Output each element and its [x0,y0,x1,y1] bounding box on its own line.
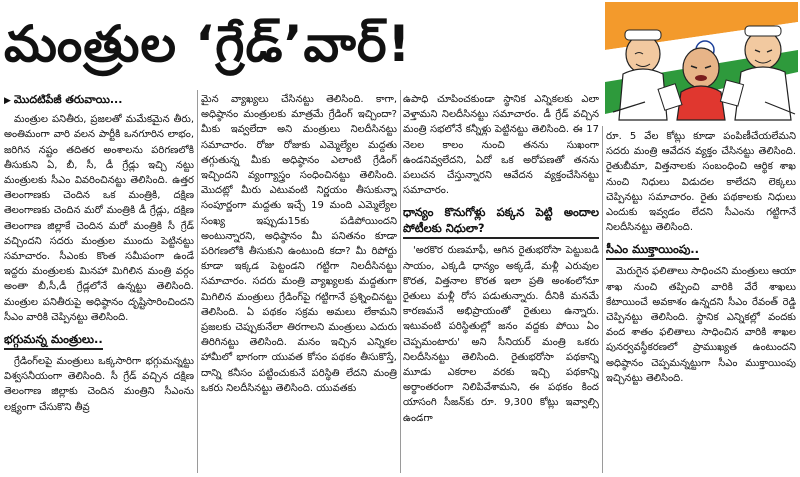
article-column-2 [201,92,397,473]
column-divider [400,90,401,473]
cartoon-illustration [605,2,798,122]
article-column-4 [606,129,796,473]
paragraph: 'అరకొర రుణమాఫీ, ఆగిన రైతుభరోసా పెట్టుబడి సాయం, ఎక్కడి ధాన్యం అక్కడే, మళ్లీ ఎరువుల కొరత, విత్తనాల కొరత ఇలా ప్రతి అంశంలోనూ రైతులు మళ్లీ రోస పడుతున్నారు. దీనికి మనమే కారణమనే అభిప్రాయంతో రైతులు ఉన్నారు. ఇటువంటి పరిస్థితుల్లో జనం వద్దకు పోయి ఏం చెప్పమంటారు' అని సీనియర్ మంత్రి ఒకరు నిలదీసినట్టు తెలిసింది. రైతుభరోసా పథకాన్ని మూడు ఎకరాల వరకు ఇచ్చి పథకాన్ని అర్థాంతరంగా నిలిపివేశామని, ఈ పథకం కింద యాసంగి సీజన్‌కు రూ. 9,300 కోట్లు ఇవ్వాల్సి ఉండగా [403,245,599,424]
paragraph: రూ. 5 వేల కోట్లు కూడా పంపిణీచేయలేమని సదరు మంత్రి ఆవేదన వ్యక్తం చేసినట్టు తెలిసింది. రైతుబీమా, విత్తనాలకు సంబంధించి ఆర్థిక శాఖ నుంచి నిధులు విడుదల కాలేదని లెక్కలు చెప్పినట్టు సమాచారం. రైతు పథకాలకు నిధులు ఎందుకు ఇవ్వడం లేదని సీఎంను గట్టిగానే నిలదీసినట్టు తెలిసింది. [606,131,796,234]
continuation-kicker-text: మొదటిపేజీ తరువాయి... [13,93,123,106]
paragraph: మెరుగైన ఫలితాలు సాధించని మంత్రులు ఆయా శాఖ నుంచి తప్పించి వారికి వేరే శాఖలు కేటాయించే అవకాశం ఉన్నదని సీఎం రేవంత్ రెడ్డి చెప్పినట్టు తెలిసింది. స్థానిక ఎన్నికల్లో వందకు వంద శాతం ఫలితాలు సాధించిన వారికి శాఖల పునర్వవస్థీకరణలో ప్రాముఖ్యత ఉంటుందని అధిష్ఠానం చెప్పమన్నట్టుగా సీఎం ముక్తాయింపు ఇచ్చినట్టు తెలిసింది. [606,266,796,384]
paragraph: మైన వ్యాఖ్యలు చేసినట్టు తెలిసింది. కాగా, అధిష్ఠానం మంత్రులకు మాత్రమే గ్రేడింగ్ ఇచ్చిందా? మీకు ఇవ్వలేదా అని మంత్రులు నిలదీసినట్టు సమాచారం. రోజు రోజుకు ఎమ్మెల్యేల మద్దతు తగ్గుతున్న మీకు అధిష్ఠానం ఎలాంటి గ్రేడింగ్ ఇచ్చిందని వ్యంగ్యాస్త్రం సంధించినట్టు తెలిసింది. మొదట్లో మీరు ఎటువంటి నిర్ణయం తీసుకున్నా సంపూర్ణంగా మద్దతు ఇచ్చే 19 మంది ఎమ్మెల్యేల సంఖ్య ఇప్పుడు15కు పడిపోయిందని అంటున్నారని, అధిష్ఠానం మీ పనితనం కూడా పరిగణలోకి తీసుకుని ఉంటుంది కదా? మీ రిపోర్టు కూడా ఇక్కడ పెట్టండని గట్టిగా నిలదీసినట్టు సమాచారం. సదరు మంత్రి వ్యాఖ్యలకు మద్దతుగా మిగిలిన మంత్రులు గ్రేడింగ్‌పై గట్టిగానే ప్రశ్నించినట్టు తెలిసింది. ఏ పథకం సక్రమ అమలు లేకామని ప్రజలకు చెప్పుకునేలా తిరగాలని మంత్రులు ఎదురు తిరిగినట్టు తెలిసింది. మనం ఇచ్చిన ఎన్నికల హామీలో భాగంగా యువత కోసం పథకం తీసుకొస్తే, దాన్ని కనీసం పట్టించుకునే పరిస్థితి లేదని మంత్రి ఒకరు నిలదీసినట్టు తెలిసింది. యువతకు [201,94,397,394]
paragraph: మంత్రుల పనితీరు, ప్రజలతో మమేకమైన తీరు, అంతిమంగా వారి వలన పార్టీకి ఒనగూరిన లాభం, జరిగిన నష్టం తదితర అంశాలను పరిగణలోకి తీసుకుని ఏ, బీ, సీ, డీ గ్రేడ్లు ఇచ్చి నట్టు మంత్రులకు సీఎం వివరించినట్టు తెలిసింది. ఉత్తర తెలంగాణకు చెందిన ఒక మంత్రికి, దక్షిణ తెలంగాణకు చెందిన మరో మంత్రికి డీ గ్రేడ్లు, దక్షిణ తెలంగాణ జిల్లాకే చెందిన మరో మంత్రికి సీ గ్రేడ్ వచ్చిందని సదరు మంత్రుల ముందు పెట్టినట్టు సమాచారం. సీఎంకు కొంత సమీపంగా ఉండే ఇద్దరు మంత్రులకు మినహా మిగిలిన మంత్రి వర్గం అంతా బీ,సీ,డీ గ్రేడ్లలోనే ఉన్నట్టు తెలిసింది. మంత్రుల పనితీరుపై అధిష్ఠానం దృష్టిసారించిందని సీఎం వారికి చెప్పినట్టు తెలిసింది. [4,114,194,323]
paragraph: గ్రేడింగ్‌లపై మంత్రులు ఒక్కసారిగా భగ్గుమన్నట్టు విశ్వసనీయంగా తెలిసింది. సీ గ్రేడ్ వచ్చిన దక్షిణ తెలంగాణ జిల్లాకు చెందిన మంత్రిని సీఎంను లక్ష్యంగా చేసుకొని తీవ్ర [4,356,194,413]
subheading-text: సీఎం ముక్తాయింపు.. [606,241,699,260]
subheading-text: ధాన్యం కొనుగోళ్లు పక్కన పెట్టి అందాల పోటీలకు నిధులా? [403,204,599,239]
subheading-text: భగ్గుమన్న మంత్రులు.. [4,331,103,350]
column-divider [197,90,198,473]
subheading [4,331,194,350]
article-column-1 [4,92,194,473]
subheading [606,241,796,260]
continuation-kicker [4,92,194,109]
column-divider [602,126,603,473]
arrow-right-icon: ▶ [4,96,11,106]
headline: మంత్రుల ‘గ్రేడ్’వార్! [4,15,412,73]
cartoon-illustration-politicians-icon [605,2,798,122]
article-column-3 [403,92,599,473]
paragraph: ఉపాధి చూపించకుండా స్థానిక ఎన్నికలకు ఎలా వెళ్తామని నిలదీసినట్టు సమాచారం. డీ గ్రేడ్ వచ్చిన మంత్రి సభలోనే కన్నీళ్లు పెట్టినట్టు తెలిసింది. ఈ 17 నెలల కాలం నుంచి తనను సుఖంగా ఉండనివ్వలేదని, ఏదో ఒక అరోపణతో తనను పలుచన చేస్తున్నారని ఆవేదన వ్యక్తంచేసినట్టు సమాచారం. [403,94,599,197]
subheading [403,204,599,239]
